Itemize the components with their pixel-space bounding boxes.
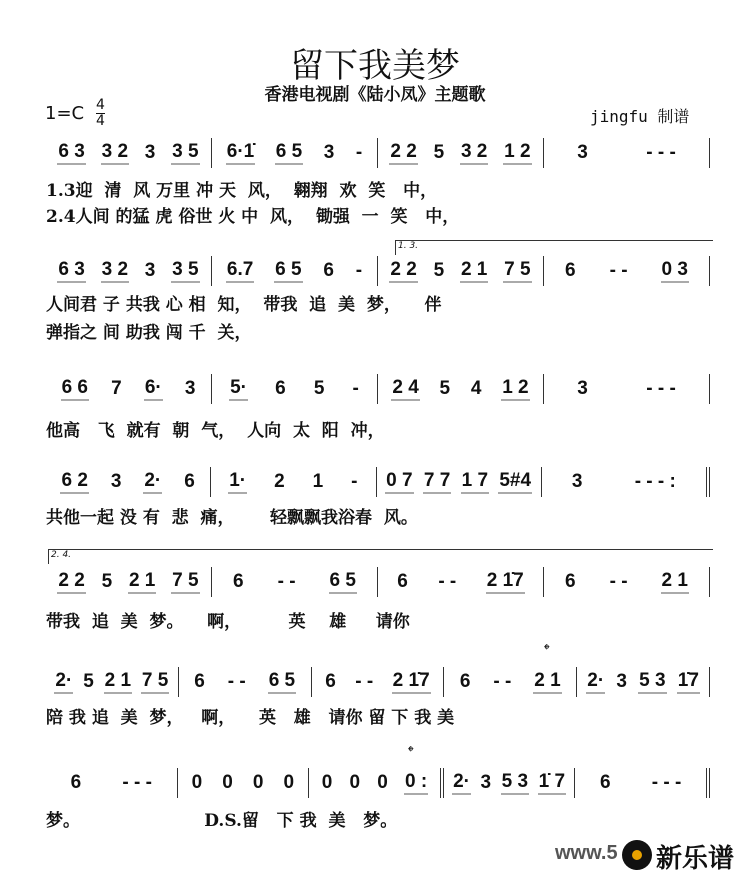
measure [178, 768, 310, 798]
notation-row [46, 567, 710, 597]
measure [378, 256, 544, 286]
note-group: 5 [433, 260, 445, 281]
coda-sign-icon: 𝄌 [544, 640, 550, 659]
measure [46, 256, 212, 286]
note-group: 6 [275, 378, 286, 399]
note-group: 0 [222, 772, 233, 793]
measure [212, 138, 378, 168]
note-group: 6 [233, 571, 244, 592]
note-group: 2 1 [104, 670, 132, 694]
note-group: 5 3 [638, 670, 666, 694]
note-group: 2 1 [533, 670, 561, 694]
note-group: 3 5 [171, 259, 199, 283]
measure [377, 467, 542, 497]
note-group: - - [227, 671, 246, 692]
note-group: 6 [565, 260, 576, 281]
note-group: 2· [143, 470, 162, 494]
note-group: 5 [433, 142, 445, 163]
note-group: 1 2 [501, 377, 529, 401]
note-group: 6 [397, 571, 408, 592]
note-group: 1· [228, 470, 247, 494]
note-group: 3 [144, 142, 156, 163]
arranger-credit: jingfu 制谱 [590, 107, 690, 126]
note-group: 6 [459, 671, 471, 692]
note-group: - - - [646, 378, 676, 399]
note-group: 3 2 [101, 259, 129, 283]
time-signature-bottom: 4 [96, 113, 105, 129]
note-group: 2 1 [128, 570, 156, 594]
note-group: 6·1̇ [226, 141, 255, 165]
note-group: 2 2 [57, 570, 85, 594]
note-group: 0 [321, 772, 333, 793]
song-subtitle: 香港电视剧《陆小凤》主题歌 [264, 85, 486, 105]
measure [575, 768, 710, 798]
note-group: 3 [616, 671, 627, 692]
measure [312, 667, 445, 697]
measure [544, 567, 710, 597]
note-group: 6 [70, 772, 82, 793]
measure [444, 667, 577, 697]
lyric-line: 他高 飞 就有 朝 气， 人向 太 阳 冲， [46, 421, 385, 441]
measure [544, 138, 710, 168]
note-group: 3 [144, 260, 156, 281]
note-group: 6 5 [268, 670, 296, 694]
note-group: 6 [599, 772, 611, 793]
note-group: 6 5 [329, 570, 357, 594]
note-group: 7 5 [503, 259, 531, 283]
note-group: 0 [377, 772, 388, 793]
lyric-line: 人间君 子 共我 心 相 知， 带我 追 美 梦， 伴 [46, 295, 442, 315]
note-group: - [355, 260, 363, 281]
note-group: 0 [252, 772, 264, 793]
note-group: 6 [325, 671, 336, 692]
note-group: 5 [313, 378, 325, 399]
measure [46, 567, 212, 597]
measure [378, 567, 544, 597]
lyric-line: 弹指之 间 助我 闯 千 关， [46, 323, 252, 343]
note-group: 7 [111, 378, 122, 399]
measure [46, 768, 178, 798]
note-group: 2 1 [661, 570, 689, 594]
note-group: 3 [323, 142, 335, 163]
note-group: 0 : [404, 771, 428, 795]
note-group: 1 2 [503, 141, 531, 165]
note-group: 3 [577, 142, 588, 163]
note-group: 6 3 [57, 259, 85, 283]
note-group: 5 3 [501, 771, 529, 795]
measure [212, 374, 378, 404]
lyric-line: 1.3迎 清 风 万里 冲 天 风， 翱翔 欢 笑 中， [46, 181, 438, 201]
measure [211, 467, 376, 497]
note-group: 3 2 [101, 141, 129, 165]
note-group: - - - : [634, 471, 676, 492]
measure [542, 467, 710, 497]
measure [212, 567, 378, 597]
note-group: - [352, 378, 359, 399]
notation-row [46, 374, 710, 404]
note-group: 5 [439, 378, 451, 399]
note-group: 7 7 [423, 470, 451, 494]
note-group: 1 7 [461, 470, 489, 494]
note-group: 7 5 [171, 570, 199, 594]
measure [378, 138, 544, 168]
notation-row [46, 138, 710, 168]
note-group: 2 [274, 471, 285, 492]
note-group: 6 2 [60, 470, 88, 494]
note-group: - - - [122, 772, 152, 793]
note-group: 6 [184, 471, 195, 492]
notation-row [46, 768, 710, 798]
note-group: 2· [452, 771, 471, 795]
measure [577, 667, 710, 697]
note-group: 6.7 [226, 259, 254, 283]
note-group: 3 [571, 471, 583, 492]
notation-row [46, 256, 710, 286]
measure [46, 467, 211, 497]
note-group: 2 1̇7 [392, 670, 431, 694]
note-group: 3 [480, 772, 492, 793]
note-group: 0 [283, 772, 295, 793]
coda-sign-icon: 𝄌 [408, 742, 414, 761]
note-group: - - [609, 571, 628, 592]
note-group: 2· [54, 670, 73, 694]
note-group: 2 4 [391, 377, 419, 401]
time-signature-top: 4 [96, 97, 105, 113]
note-group: - [355, 142, 363, 163]
note-group: 0 [191, 772, 203, 793]
note-group: 3 [110, 471, 122, 492]
note-group: 3 5 [171, 141, 199, 165]
note-group: - - [355, 671, 374, 692]
measure [378, 374, 544, 404]
note-group: 7 5 [141, 670, 169, 694]
note-group: - [351, 471, 358, 492]
measure [179, 667, 312, 697]
note-group: 2 1̇7 [486, 570, 525, 594]
measure [544, 374, 710, 404]
note-group: 6 3 [57, 141, 85, 165]
note-group: 0 7 [385, 470, 413, 494]
volta-bracket: 1. 3. [395, 240, 713, 255]
watermark-url: www.5 [555, 842, 618, 864]
note-group: 6 5 [275, 141, 303, 165]
note-group: 2 1 [460, 259, 488, 283]
note-group: 0 3 [661, 259, 689, 283]
note-group: 4 [470, 378, 482, 399]
note-group: 3 [577, 378, 588, 399]
note-group: 0 [349, 772, 361, 793]
note-group: 5#4 [498, 470, 532, 494]
note-group: 6 6 [61, 377, 89, 401]
measure [544, 256, 710, 286]
note-group: 6 [565, 571, 576, 592]
note-group: - - [493, 671, 512, 692]
key-signature: 1=C [45, 103, 85, 124]
note-group: - - - [651, 772, 682, 793]
note-group: 6 5 [274, 259, 302, 283]
note-group: 6· [144, 377, 163, 401]
watermark-brand: 新乐谱 [656, 844, 735, 874]
note-group: 1 [312, 471, 324, 492]
notation-row [46, 467, 710, 497]
measure [212, 256, 378, 286]
measure [46, 138, 212, 168]
note-group: - - [438, 571, 457, 592]
lyric-line: 陪 我 追 美 梦， 啊， 英 雄 请你 留 下 我 美 [46, 708, 455, 728]
note-group: 3 2 [460, 141, 488, 165]
note-group: 5· [229, 377, 248, 401]
note-group: 6 [323, 260, 334, 281]
note-group: - - [609, 260, 628, 281]
notation-row [46, 667, 710, 697]
note-group: 6 [194, 671, 205, 692]
lyric-line: 2.4人间 的猛 虎 俗世 火 中 风， 锄强 一 笑 中， [46, 207, 460, 227]
lyric-line: 带我 追 美 梦。 啊， 英 雄 请你 [46, 612, 410, 632]
measure [46, 667, 179, 697]
time-signature [96, 98, 105, 129]
lyric-line: 梦。 D.S.留 下 我 美 梦。 [46, 811, 398, 831]
lyric-line: 共他一起 没 有 悲 痛， 轻飘飘我浴春 风。 [46, 508, 418, 528]
note-group: 1̇ 7 [538, 771, 566, 795]
note-group: - - - [646, 142, 676, 163]
note-group: 1̇7 [677, 670, 700, 694]
note-group: 3 [184, 378, 196, 399]
note-group: 2· [586, 670, 605, 694]
measure [444, 768, 576, 798]
note-group: 2 2 [389, 259, 417, 283]
note-group: 2 2 [389, 141, 417, 165]
record-disc-icon [622, 840, 652, 870]
measure [46, 374, 212, 404]
note-group: - - [277, 571, 296, 592]
song-title: 留下我美梦 [290, 46, 460, 86]
volta-bracket: 2. 4. [48, 549, 713, 564]
note-group: 5 [101, 571, 113, 592]
measure [309, 768, 444, 798]
note-group: 5 [83, 671, 94, 692]
